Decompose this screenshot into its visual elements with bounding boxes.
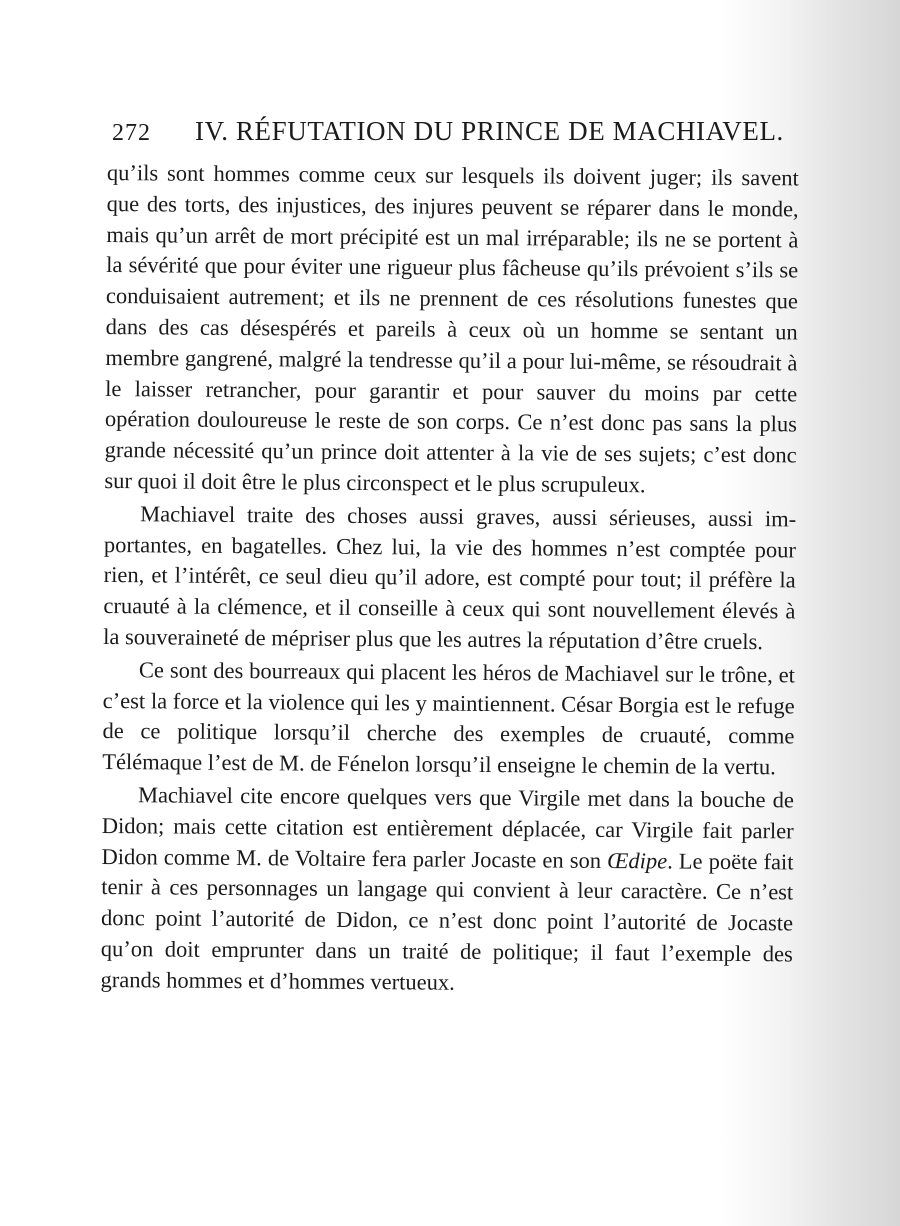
paragraph-text-before: Machiavel cite encore quelques vers que Virgile met dans la bouche de Didon; mais cette citation est entièrement déplacée, car Virgile fait parler Didon comme M. de Voltaire fera parler Jocaste en son (101, 782, 795, 873)
paragraph-continuation: qu’ils sont hommes comme ceux sur lesquels ils doivent juger; ils savent que des torts, des injustices, des injures peuvent se réparer dans le monde, mais qu’un arrêt de mort précipité est un mal irréparable; ils ne se portent à la sévérité que pour éviter une rigueur plus fâcheuse qu’ils prévoient s’ils se conduisaient autrement; et ils ne prennent de ces résolutions funestes que dans des cas désespérés et pareils à ceux où un homme se sentant un membre gangrené, malgré la tendresse qu’il a pour lui-même, se résoudrait à le laisser retrancher, pour garantir et pour sauver du moins par cette opération douloureuse le reste de son corps. Ce n’est donc pas sans la plus grande nécessité qu’un prince doit attenter à la vie de ses sujets; c’est donc sur quoi il doit être le plus circonspect et le plus scrupuleux. (104, 159, 799, 498)
paragraph-virgil-quotation (100, 780, 794, 1001)
running-title: IV. RÉFUTATION DU PRINCE DE MACHIAVEL. (195, 116, 784, 146)
body-text (100, 158, 799, 1001)
page-number: 272 (112, 120, 151, 146)
paragraph-executioners: Ce sont des bourreaux qui placent les héros de Machiavel sur le trône, et c’est la force et la violence qui les y maintiennent. César Borgia est le refuge de ce politique lorsqu’il cherche des exemples de cruauté, comme Télémaque l’est de M. de Fénelon lorsqu’il enseigne le chemin de la vertu. (102, 657, 796, 780)
page-header (112, 116, 812, 150)
work-title-oedipe: Œdipe (607, 847, 668, 873)
paragraph-text-after: . Le poëte fait tenir à ces personnages un langage qui convient à leur caractère. Ce n’est donc point l’autorité de Didon, ce n’est donc point l’autorité de Jocaste qu’on doit emprunter dans un traité de politique; il faut l’exemple des grands hommes et d’hommes vertueux. (100, 847, 794, 995)
paragraph-machiavel-cruelty: Machiavel traite des choses aussi graves, aussi sérieuses, aussi importantes, en bagatelles. Chez lui, la vie des hommes n’est comptée pour rien, et l’intérêt, ce seul dieu qu’il adore, est compté pour tout; il préfère la cruauté à la clémence, et il conseille à ceux qui sont nouvellement élevés à la souveraineté de mépriser plus que les autres la réputation d’être cruels. (103, 501, 797, 655)
